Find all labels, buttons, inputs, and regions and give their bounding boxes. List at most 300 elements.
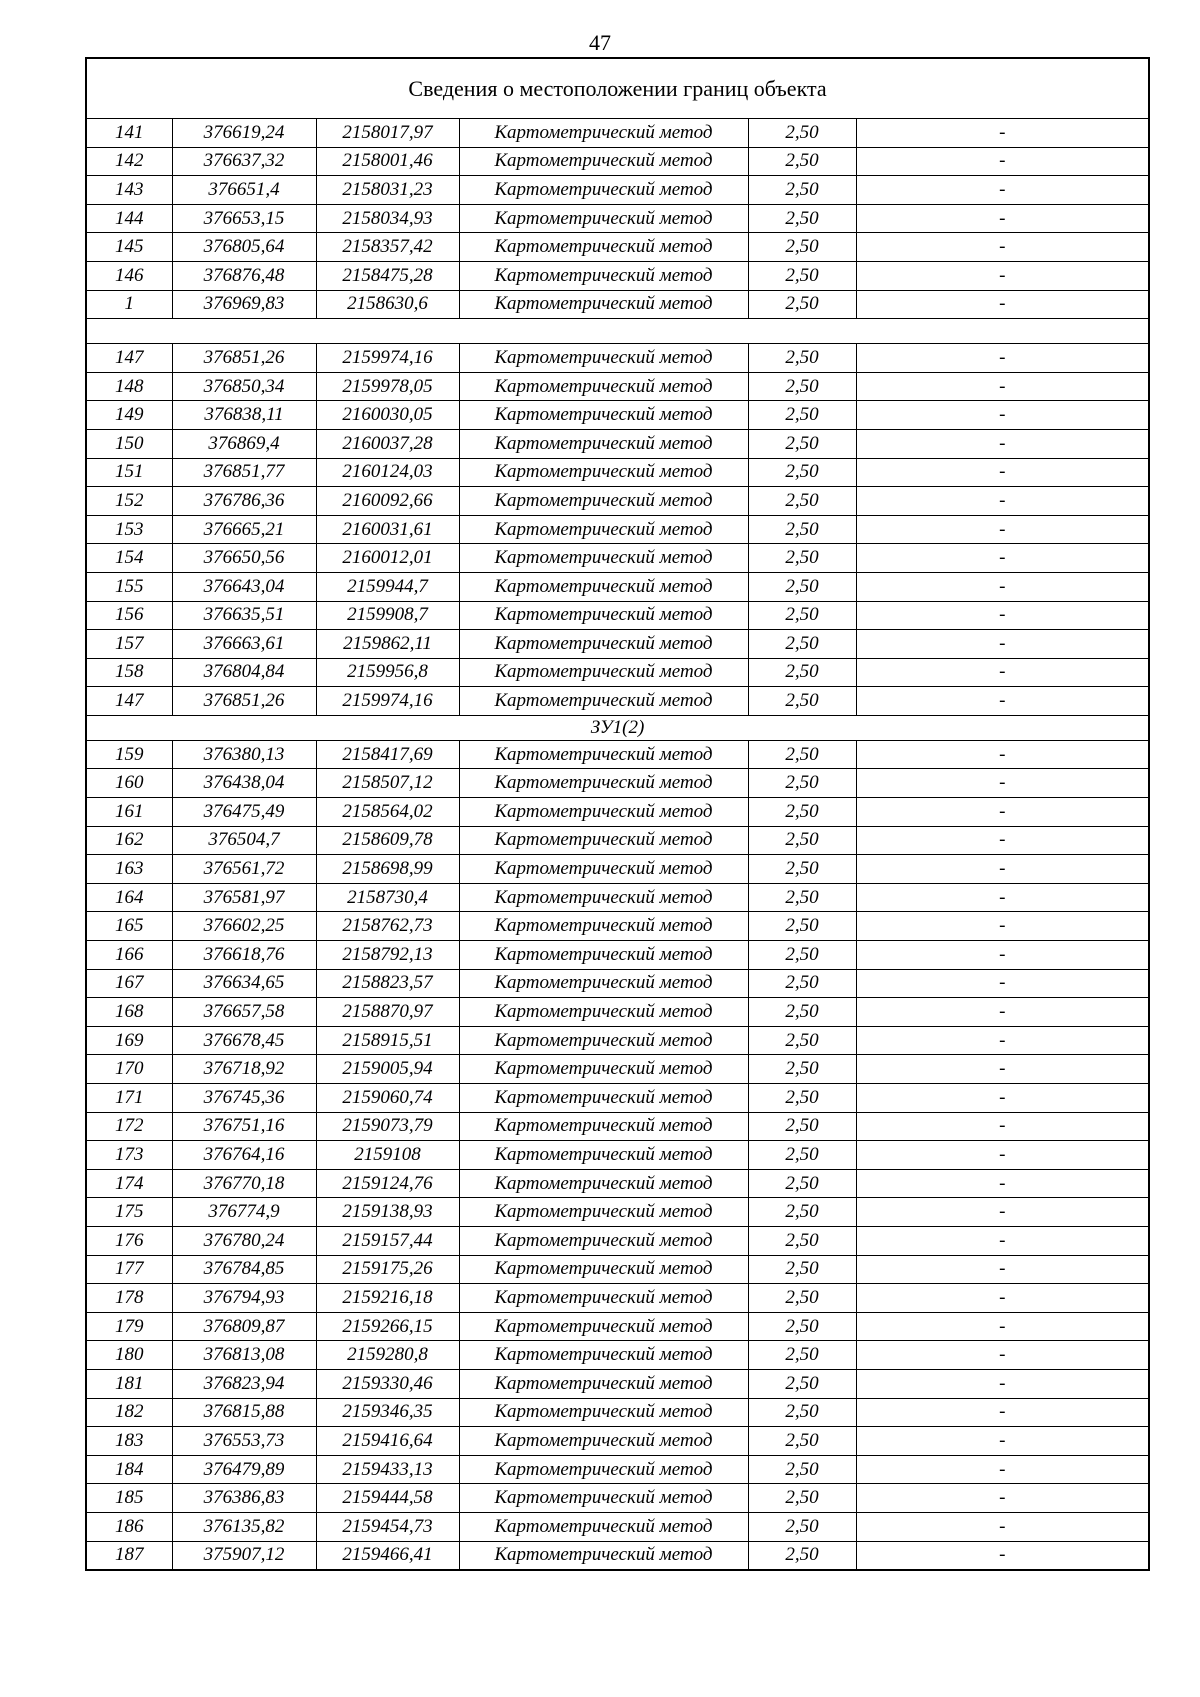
table-row [86,912,1149,941]
x-coordinate-cell: 376650,56 [172,544,316,573]
table-row [86,1455,1149,1484]
y-coordinate-cell: 2159978,05 [316,372,459,401]
y-coordinate-cell: 2160124,03 [316,458,459,487]
table-row [86,998,1149,1027]
table-row [86,1112,1149,1141]
precision-cell: 2,50 [748,204,856,233]
y-coordinate-cell: 2159466,41 [316,1541,459,1570]
y-coordinate-cell: 2159956,8 [316,658,459,687]
table-row [86,1341,1149,1370]
table-row [86,572,1149,601]
x-coordinate-cell: 376838,11 [172,401,316,430]
precision-cell: 2,50 [748,1255,856,1284]
x-coordinate-cell: 376553,73 [172,1427,316,1456]
precision-cell: 2,50 [748,1055,856,1084]
point-number-cell: 183 [86,1427,172,1456]
method-cell: Картометрический метод [459,1026,748,1055]
point-number-cell: 155 [86,572,172,601]
description-cell: - [856,233,1149,262]
x-coordinate-cell: 376561,72 [172,855,316,884]
x-coordinate-cell: 376794,93 [172,1284,316,1313]
description-cell: - [856,687,1149,716]
point-number-cell: 182 [86,1398,172,1427]
precision-cell: 2,50 [748,826,856,855]
x-coordinate-cell: 376602,25 [172,912,316,941]
point-number-cell: 164 [86,883,172,912]
precision-cell: 2,50 [748,290,856,319]
y-coordinate-cell: 2159280,8 [316,1341,459,1370]
table-row [86,740,1149,769]
precision-cell: 2,50 [748,740,856,769]
boundary-coordinates-table [85,57,1150,1571]
x-coordinate-cell: 376805,64 [172,233,316,262]
description-cell: - [856,1198,1149,1227]
point-number-cell: 148 [86,372,172,401]
precision-cell: 2,50 [748,1312,856,1341]
y-coordinate-cell: 2160092,66 [316,487,459,516]
table-title-row [86,58,1149,119]
x-coordinate-cell: 376815,88 [172,1398,316,1427]
y-coordinate-cell: 2158609,78 [316,826,459,855]
method-cell: Картометрический метод [459,1055,748,1084]
x-coordinate-cell: 376643,04 [172,572,316,601]
section-label-row [86,715,1149,740]
method-cell: Картометрический метод [459,1226,748,1255]
y-coordinate-cell: 2159266,15 [316,1312,459,1341]
precision-cell: 2,50 [748,941,856,970]
description-cell: - [856,204,1149,233]
description-cell: - [856,344,1149,373]
table-row [86,1198,1149,1227]
x-coordinate-cell: 375907,12 [172,1541,316,1570]
precision-cell: 2,50 [748,883,856,912]
method-cell: Картометрический метод [459,487,748,516]
precision-cell: 2,50 [748,1169,856,1198]
table-row [86,344,1149,373]
description-cell: - [856,176,1149,205]
y-coordinate-cell: 2159060,74 [316,1084,459,1113]
description-cell: - [856,1084,1149,1113]
y-coordinate-cell: 2159216,18 [316,1284,459,1313]
y-coordinate-cell: 2158762,73 [316,912,459,941]
table-row [86,515,1149,544]
point-number-cell: 179 [86,1312,172,1341]
method-cell: Картометрический метод [459,572,748,601]
precision-cell: 2,50 [748,998,856,1027]
method-cell: Картометрический метод [459,1284,748,1313]
y-coordinate-cell: 2159005,94 [316,1055,459,1084]
description-cell: - [856,1284,1149,1313]
y-coordinate-cell: 2158017,97 [316,119,459,148]
method-cell: Картометрический метод [459,1455,748,1484]
y-coordinate-cell: 2158507,12 [316,769,459,798]
table-row [86,601,1149,630]
description-cell: - [856,1226,1149,1255]
page-number: 47 [589,30,611,55]
table-row [86,1398,1149,1427]
y-coordinate-cell: 2158031,23 [316,176,459,205]
description-cell: - [856,290,1149,319]
precision-cell: 2,50 [748,1084,856,1113]
precision-cell: 2,50 [748,429,856,458]
description-cell: - [856,855,1149,884]
x-coordinate-cell: 376718,92 [172,1055,316,1084]
description-cell: - [856,261,1149,290]
x-coordinate-cell: 376581,97 [172,883,316,912]
y-coordinate-cell: 2159330,46 [316,1369,459,1398]
point-number-cell: 152 [86,487,172,516]
table-row [86,798,1149,827]
method-cell: Картометрический метод [459,740,748,769]
x-coordinate-cell: 376813,08 [172,1341,316,1370]
x-coordinate-cell: 376851,77 [172,458,316,487]
point-number-cell: 185 [86,1484,172,1513]
method-cell: Картометрический метод [459,401,748,430]
table-row [86,941,1149,970]
x-coordinate-cell: 376635,51 [172,601,316,630]
point-number-cell: 1 [86,290,172,319]
method-cell: Картометрический метод [459,1312,748,1341]
description-cell: - [856,401,1149,430]
method-cell: Картометрический метод [459,1198,748,1227]
table-row [86,658,1149,687]
description-cell: - [856,1455,1149,1484]
method-cell: Картометрический метод [459,969,748,998]
point-number-cell: 168 [86,998,172,1027]
point-number-cell: 160 [86,769,172,798]
x-coordinate-cell: 376774,9 [172,1198,316,1227]
table-row [86,1284,1149,1313]
method-cell: Картометрический метод [459,1398,748,1427]
description-cell: - [856,147,1149,176]
method-cell: Картометрический метод [459,1169,748,1198]
precision-cell: 2,50 [748,544,856,573]
description-cell: - [856,1341,1149,1370]
x-coordinate-cell: 376665,21 [172,515,316,544]
x-coordinate-cell: 376618,76 [172,941,316,970]
y-coordinate-cell: 2158915,51 [316,1026,459,1055]
description-cell: - [856,458,1149,487]
point-number-cell: 159 [86,740,172,769]
method-cell: Картометрический метод [459,1341,748,1370]
method-cell: Картометрический метод [459,1112,748,1141]
point-number-cell: 169 [86,1026,172,1055]
method-cell: Картометрический метод [459,798,748,827]
point-number-cell: 172 [86,1112,172,1141]
precision-cell: 2,50 [748,572,856,601]
precision-cell: 2,50 [748,1198,856,1227]
x-coordinate-cell: 376678,45 [172,1026,316,1055]
y-coordinate-cell: 2159157,44 [316,1226,459,1255]
point-number-cell: 145 [86,233,172,262]
point-number-cell: 154 [86,544,172,573]
x-coordinate-cell: 376380,13 [172,740,316,769]
method-cell: Картометрический метод [459,429,748,458]
method-cell: Картометрический метод [459,233,748,262]
x-coordinate-cell: 376475,49 [172,798,316,827]
table-row [86,1255,1149,1284]
precision-cell: 2,50 [748,233,856,262]
method-cell: Картометрический метод [459,290,748,319]
point-number-cell: 162 [86,826,172,855]
precision-cell: 2,50 [748,1512,856,1541]
description-cell: - [856,826,1149,855]
table-row [86,1226,1149,1255]
point-number-cell: 141 [86,119,172,148]
y-coordinate-cell: 2158475,28 [316,261,459,290]
precision-cell: 2,50 [748,658,856,687]
precision-cell: 2,50 [748,630,856,659]
x-coordinate-cell: 376850,34 [172,372,316,401]
description-cell: - [856,1541,1149,1570]
method-cell: Картометрический метод [459,458,748,487]
description-cell: - [856,740,1149,769]
point-number-cell: 170 [86,1055,172,1084]
description-cell: - [856,1026,1149,1055]
y-coordinate-cell: 2159416,64 [316,1427,459,1456]
method-cell: Картометрический метод [459,176,748,205]
y-coordinate-cell: 2159124,76 [316,1169,459,1198]
method-cell: Картометрический метод [459,658,748,687]
precision-cell: 2,50 [748,769,856,798]
precision-cell: 2,50 [748,458,856,487]
precision-cell: 2,50 [748,119,856,148]
description-cell: - [856,1055,1149,1084]
table-row [86,119,1149,148]
point-number-cell: 178 [86,1284,172,1313]
y-coordinate-cell: 2158564,02 [316,798,459,827]
point-number-cell: 147 [86,687,172,716]
method-cell: Картометрический метод [459,855,748,884]
description-cell: - [856,487,1149,516]
x-coordinate-cell: 376745,36 [172,1084,316,1113]
point-number-cell: 147 [86,344,172,373]
precision-cell: 2,50 [748,1341,856,1370]
description-cell: - [856,912,1149,941]
table-row [86,487,1149,516]
description-cell: - [856,998,1149,1027]
precision-cell: 2,50 [748,1226,856,1255]
point-number-cell: 156 [86,601,172,630]
point-number-cell: 151 [86,458,172,487]
point-number-cell: 157 [86,630,172,659]
separator-cell [86,319,1149,344]
y-coordinate-cell: 2160012,01 [316,544,459,573]
table-row [86,883,1149,912]
method-cell: Картометрический метод [459,1541,748,1570]
y-coordinate-cell: 2159908,7 [316,601,459,630]
y-coordinate-cell: 2159974,16 [316,687,459,716]
description-cell: - [856,769,1149,798]
table-row [86,147,1149,176]
method-cell: Картометрический метод [459,941,748,970]
table-row [86,1084,1149,1113]
x-coordinate-cell: 376770,18 [172,1169,316,1198]
point-number-cell: 163 [86,855,172,884]
method-cell: Картометрический метод [459,1484,748,1513]
method-cell: Картометрический метод [459,1141,748,1170]
point-number-cell: 171 [86,1084,172,1113]
y-coordinate-cell: 2159454,73 [316,1512,459,1541]
x-coordinate-cell: 376135,82 [172,1512,316,1541]
method-cell: Картометрический метод [459,1512,748,1541]
point-number-cell: 142 [86,147,172,176]
precision-cell: 2,50 [748,912,856,941]
y-coordinate-cell: 2159944,7 [316,572,459,601]
point-number-cell: 186 [86,1512,172,1541]
point-number-cell: 166 [86,941,172,970]
description-cell: - [856,1169,1149,1198]
description-cell: - [856,601,1149,630]
y-coordinate-cell: 2158698,99 [316,855,459,884]
table-row [86,826,1149,855]
table-row [86,687,1149,716]
table-row [86,176,1149,205]
table-row [86,1312,1149,1341]
precision-cell: 2,50 [748,798,856,827]
x-coordinate-cell: 376637,32 [172,147,316,176]
x-coordinate-cell: 376851,26 [172,344,316,373]
y-coordinate-cell: 2158870,97 [316,998,459,1027]
y-coordinate-cell: 2159974,16 [316,344,459,373]
table-row [86,1541,1149,1570]
x-coordinate-cell: 376869,4 [172,429,316,458]
description-cell: - [856,941,1149,970]
table-row [86,1141,1149,1170]
precision-cell: 2,50 [748,1369,856,1398]
y-coordinate-cell: 2159346,35 [316,1398,459,1427]
y-coordinate-cell: 2159433,13 [316,1455,459,1484]
precision-cell: 2,50 [748,855,856,884]
x-coordinate-cell: 376780,24 [172,1226,316,1255]
description-cell: - [856,1484,1149,1513]
method-cell: Картометрический метод [459,372,748,401]
table-row [86,1369,1149,1398]
method-cell: Картометрический метод [459,601,748,630]
description-cell: - [856,572,1149,601]
precision-cell: 2,50 [748,176,856,205]
precision-cell: 2,50 [748,1455,856,1484]
point-number-cell: 161 [86,798,172,827]
method-cell: Картометрический метод [459,204,748,233]
point-number-cell: 144 [86,204,172,233]
precision-cell: 2,50 [748,1284,856,1313]
table-row [86,769,1149,798]
y-coordinate-cell: 2158357,42 [316,233,459,262]
method-cell: Картометрический метод [459,1369,748,1398]
point-number-cell: 181 [86,1369,172,1398]
description-cell: - [856,1255,1149,1284]
x-coordinate-cell: 376438,04 [172,769,316,798]
point-number-cell: 146 [86,261,172,290]
y-coordinate-cell: 2158730,4 [316,883,459,912]
table-body [86,58,1149,1570]
y-coordinate-cell: 2158630,6 [316,290,459,319]
point-number-cell: 167 [86,969,172,998]
precision-cell: 2,50 [748,601,856,630]
table-row [86,261,1149,290]
point-number-cell: 184 [86,1455,172,1484]
x-coordinate-cell: 376764,16 [172,1141,316,1170]
description-cell: - [856,1512,1149,1541]
section-label: ЗУ1(2) [86,715,1149,740]
method-cell: Картометрический метод [459,998,748,1027]
table-row [86,1427,1149,1456]
table-row [86,1484,1149,1513]
point-number-cell: 187 [86,1541,172,1570]
precision-cell: 2,50 [748,261,856,290]
method-cell: Картометрический метод [459,769,748,798]
point-number-cell: 158 [86,658,172,687]
precision-cell: 2,50 [748,401,856,430]
method-cell: Картометрический метод [459,261,748,290]
point-number-cell: 176 [86,1226,172,1255]
y-coordinate-cell: 2159862,11 [316,630,459,659]
precision-cell: 2,50 [748,1427,856,1456]
table-row [86,429,1149,458]
point-number-cell: 180 [86,1341,172,1370]
method-cell: Картометрический метод [459,119,748,148]
description-cell: - [856,1312,1149,1341]
x-coordinate-cell: 376823,94 [172,1369,316,1398]
method-cell: Картометрический метод [459,1084,748,1113]
description-cell: - [856,1427,1149,1456]
precision-cell: 2,50 [748,487,856,516]
precision-cell: 2,50 [748,147,856,176]
precision-cell: 2,50 [748,1398,856,1427]
method-cell: Картометрический метод [459,147,748,176]
point-number-cell: 173 [86,1141,172,1170]
table-row [86,630,1149,659]
point-number-cell: 149 [86,401,172,430]
method-cell: Картометрический метод [459,630,748,659]
description-cell: - [856,1141,1149,1170]
method-cell: Картометрический метод [459,344,748,373]
y-coordinate-cell: 2159073,79 [316,1112,459,1141]
method-cell: Картометрический метод [459,1427,748,1456]
y-coordinate-cell: 2160031,61 [316,515,459,544]
separator-row [86,319,1149,344]
method-cell: Картометрический метод [459,515,748,544]
x-coordinate-cell: 376386,83 [172,1484,316,1513]
method-cell: Картометрический метод [459,544,748,573]
y-coordinate-cell: 2159138,93 [316,1198,459,1227]
y-coordinate-cell: 2160030,05 [316,401,459,430]
x-coordinate-cell: 376784,85 [172,1255,316,1284]
description-cell: - [856,658,1149,687]
method-cell: Картометрический метод [459,826,748,855]
x-coordinate-cell: 376479,89 [172,1455,316,1484]
x-coordinate-cell: 376663,61 [172,630,316,659]
precision-cell: 2,50 [748,1484,856,1513]
y-coordinate-cell: 2160037,28 [316,429,459,458]
y-coordinate-cell: 2159175,26 [316,1255,459,1284]
precision-cell: 2,50 [748,1112,856,1141]
point-number-cell: 143 [86,176,172,205]
y-coordinate-cell: 2159108 [316,1141,459,1170]
table-row [86,1026,1149,1055]
table-row [86,204,1149,233]
y-coordinate-cell: 2159444,58 [316,1484,459,1513]
x-coordinate-cell: 376876,48 [172,261,316,290]
precision-cell: 2,50 [748,344,856,373]
x-coordinate-cell: 376634,65 [172,969,316,998]
x-coordinate-cell: 376504,7 [172,826,316,855]
table-row [86,1512,1149,1541]
table-row [86,401,1149,430]
y-coordinate-cell: 2158001,46 [316,147,459,176]
table-row [86,458,1149,487]
